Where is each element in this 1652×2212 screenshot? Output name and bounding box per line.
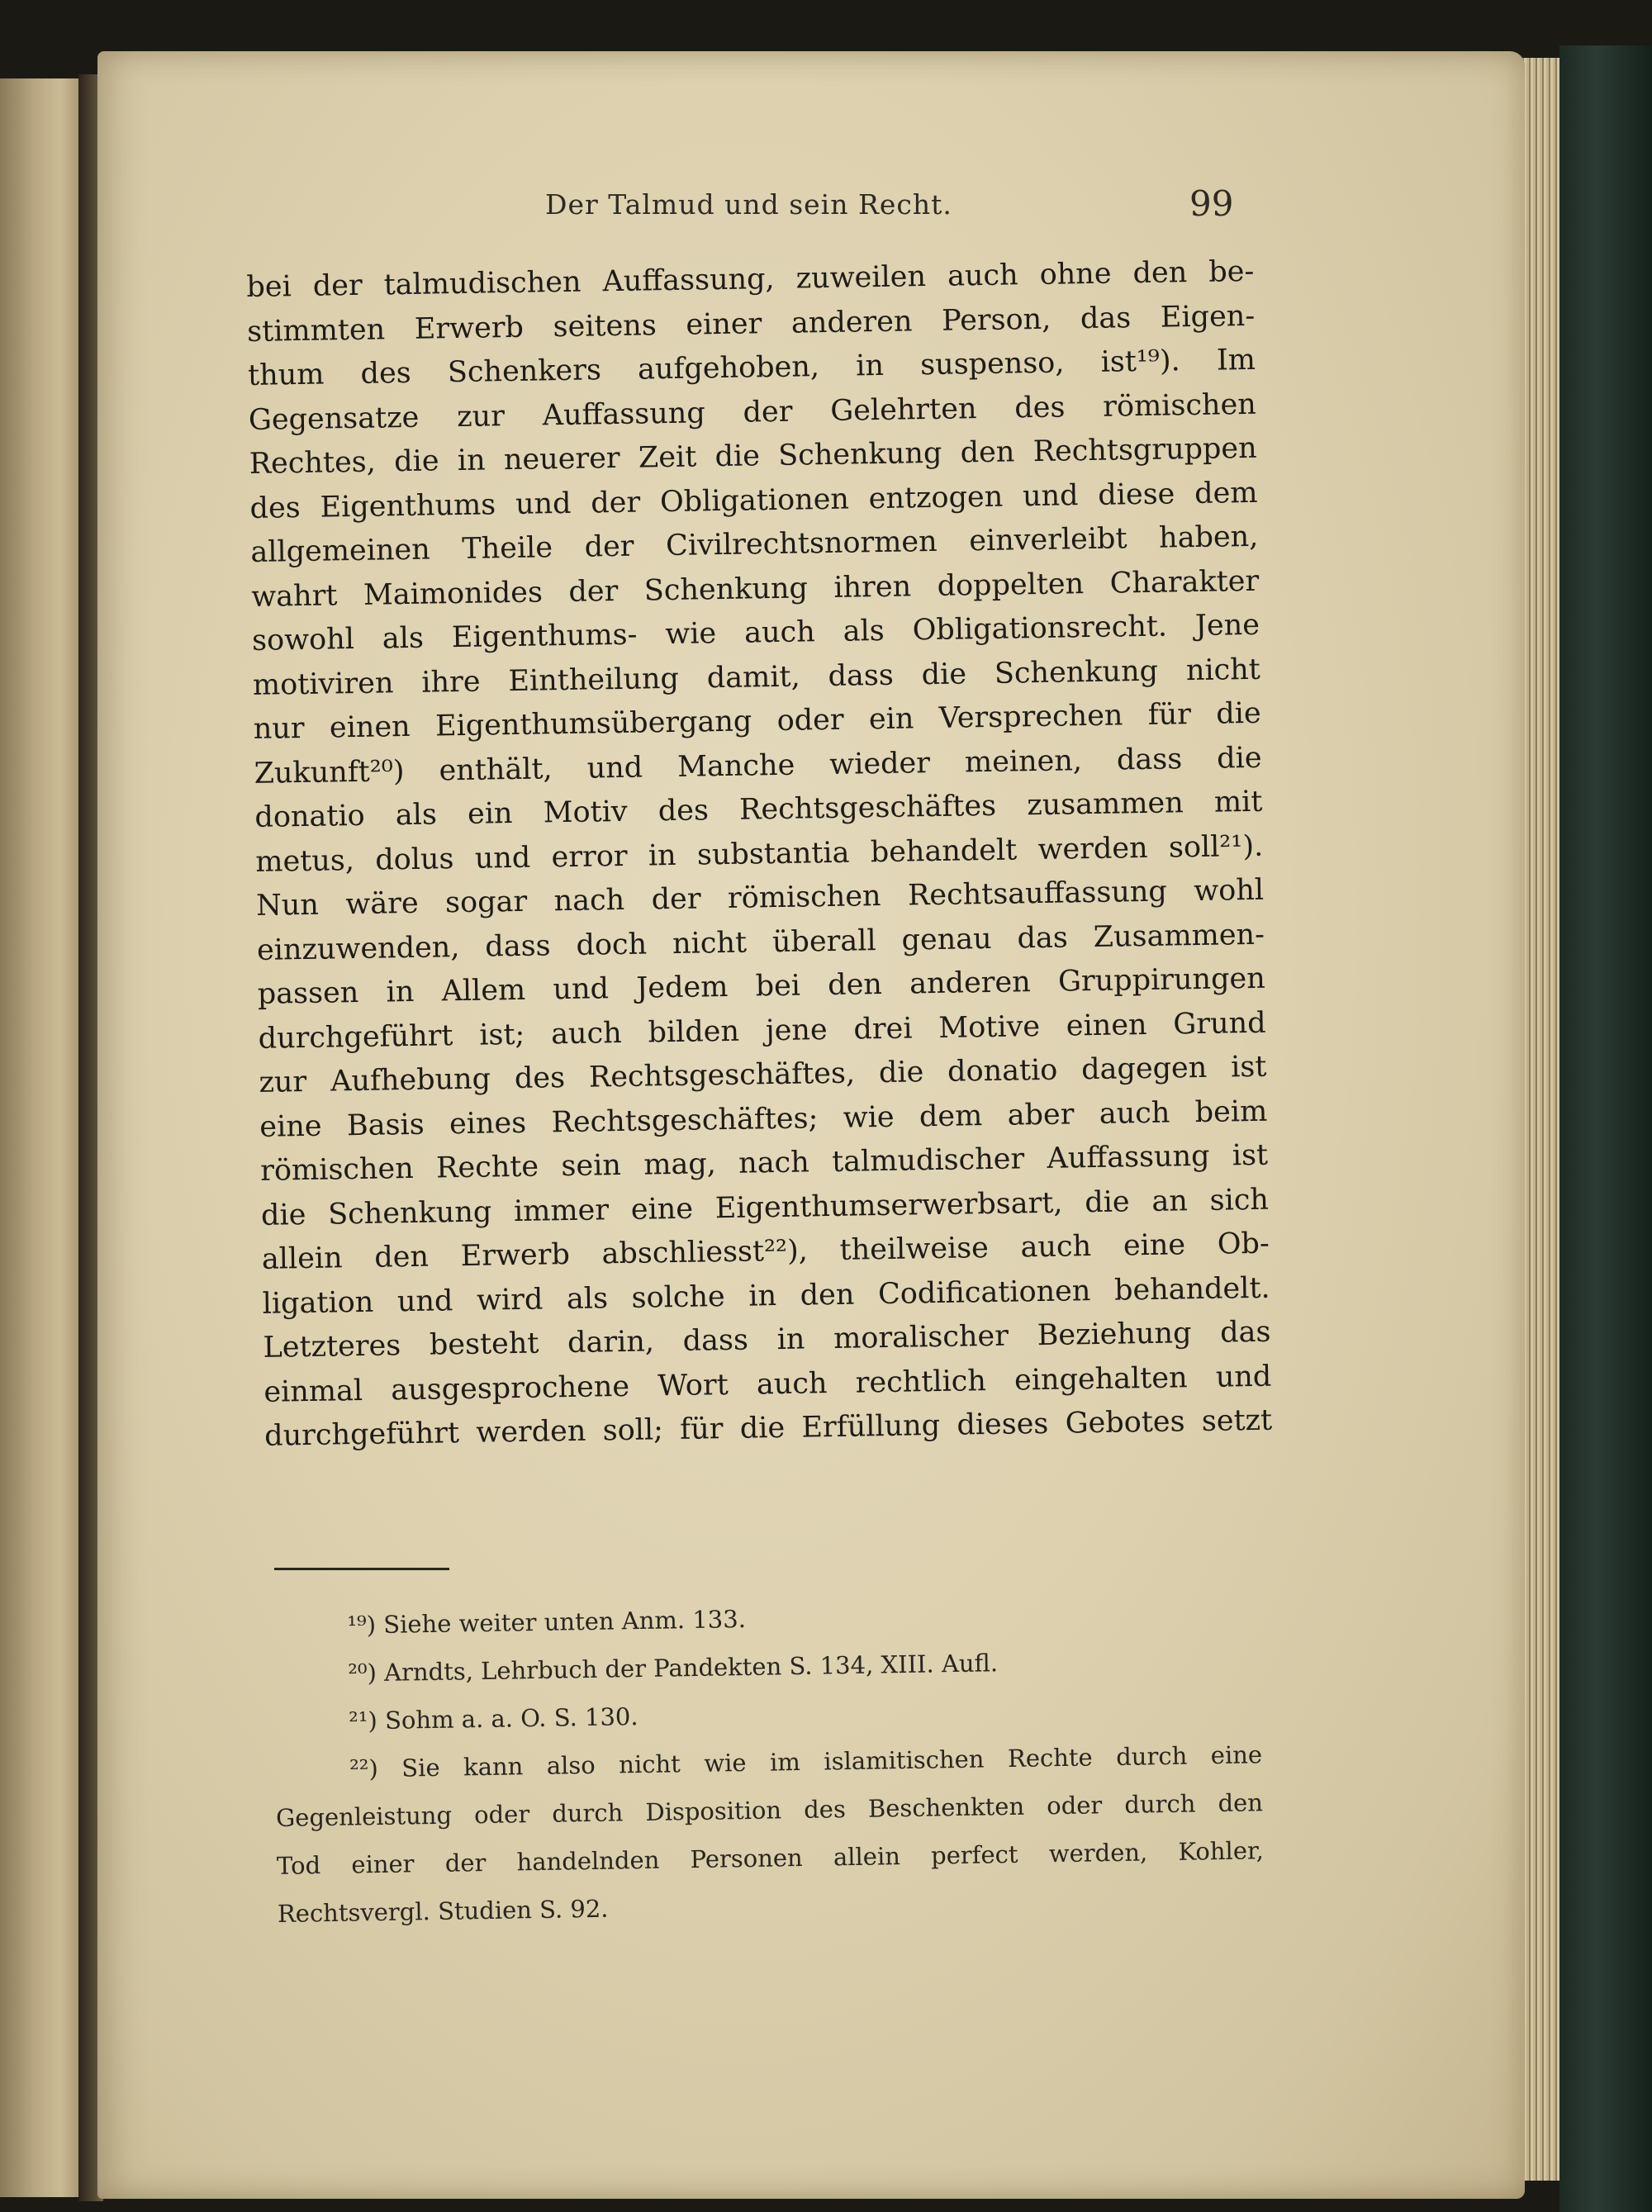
footnote-22-continued: Rechtsvergl. Studien S. 92. — [277, 1894, 609, 1928]
footnote-22-continued: Gegenleistung oder durch Disposition des Beschenkten oder durch den — [275, 1788, 1264, 1832]
text-line: Gegensatze zur Auffassung der Gelehrten des römischen — [248, 387, 1257, 437]
text-line: motiviren ihre Eintheilung damit, dass die Schenkung nicht — [252, 653, 1261, 702]
footnote-divider — [274, 1568, 449, 1570]
text-line: passen in Allem und Jedem bei den anderen Gruppirungen — [257, 961, 1266, 1011]
text-line: allein den Erwerb abschliesst²²), theilweise auch eine Ob- — [261, 1227, 1270, 1276]
text-line: ligation und wird als solche in den Codificationen behandelt. — [262, 1271, 1270, 1321]
facing-page-edge — [0, 78, 87, 2197]
text-line: römischen Rechte sein mag, nach talmudischer Auffassung ist — [259, 1138, 1269, 1188]
text-line: einmal ausgesprochene Wort auch rechtlich eingehalten und — [263, 1360, 1272, 1409]
footnote-21: ²¹) Sohm a. a. O. S. 130. — [348, 1702, 638, 1735]
text-line: eine Basis eines Rechtsgeschäftes; wie dem aber auch beim — [259, 1094, 1268, 1144]
text-line: zur Aufhebung des Rechtsgeschäftes, die donatio dagegen ist — [259, 1050, 1267, 1099]
text-line: durchgeführt ist; auch bilden jene drei Motive einen Grund — [258, 1006, 1266, 1056]
text-line: des Eigenthums und der Obligationen entzogen und diese dem — [249, 476, 1258, 525]
book-cover — [1559, 45, 1652, 2212]
footnote-22-continued: Tod einer der handelnden Personen allein perfect werden, Kohler, — [276, 1836, 1265, 1880]
text-line: stimmten Erwerb seitens einer anderen Person, das Eigen- — [246, 299, 1256, 349]
footnotes — [273, 1587, 1265, 1938]
running-title: Der Talmud und sein Recht. — [545, 188, 952, 221]
main-text — [246, 250, 1273, 1459]
text-line: Letzteres besteht darin, dass in moralischer Beziehung das — [263, 1315, 1271, 1365]
page-stack-edges — [1520, 58, 1561, 2181]
text-line: sowohl als Eigenthums- wie auch als Obligationsrecht. Jene — [251, 608, 1260, 657]
footnote-22: ²²) Sie kann also nicht wie im islamitischen Rechte durch eine — [349, 1740, 1263, 1783]
text-line: metus, dolus und error in substantia behandelt werden soll²¹). — [255, 829, 1264, 879]
text-line: einzuwenden, dass doch nicht überall genau das Zusammen- — [256, 918, 1265, 967]
page-number: 99 — [1189, 183, 1234, 224]
text-line: Rechtes, die in neuerer Zeit die Schenkung den Rechtsgruppen — [249, 431, 1257, 481]
text-line: wahrt Maimonides der Schenkung ihren doppelten Charakter — [250, 564, 1260, 614]
text-line: bei der talmudischen Auffassung, zuweilen auch ohne den be- — [246, 254, 1255, 304]
footnote-19: ¹⁹) Siehe weiter unten Anm. 133. — [347, 1605, 747, 1640]
text-line: durchgeführt werden soll; für die Erfüllung dieses Gebotes setzt — [263, 1403, 1273, 1453]
text-line: Zukunft²⁰) enthält, und Manche wieder meinen, dass die — [254, 741, 1262, 790]
text-line: thum des Schenkers aufgehoben, in suspenso, ist¹⁹). Im — [247, 343, 1256, 392]
text-line: Nun wäre sogar nach der römischen Rechtsauffassung wohl — [255, 873, 1265, 923]
text-line: die Schenkung immer eine Eigenthumserwerbsart, die an sich — [260, 1183, 1270, 1232]
text-line: allgemeinen Theile der Civilrechtsnormen einverleibt haben, — [250, 520, 1259, 569]
text-line: donatio als ein Motiv des Rechtsgeschäftes zusammen mit — [254, 785, 1263, 834]
text-line: nur einen Eigenthumsübergang oder ein Versprechen für die — [253, 696, 1261, 746]
footnote-20: ²⁰) Arndts, Lehrbuch der Pandekten S. 134, XIII. Aufl. — [348, 1649, 999, 1687]
